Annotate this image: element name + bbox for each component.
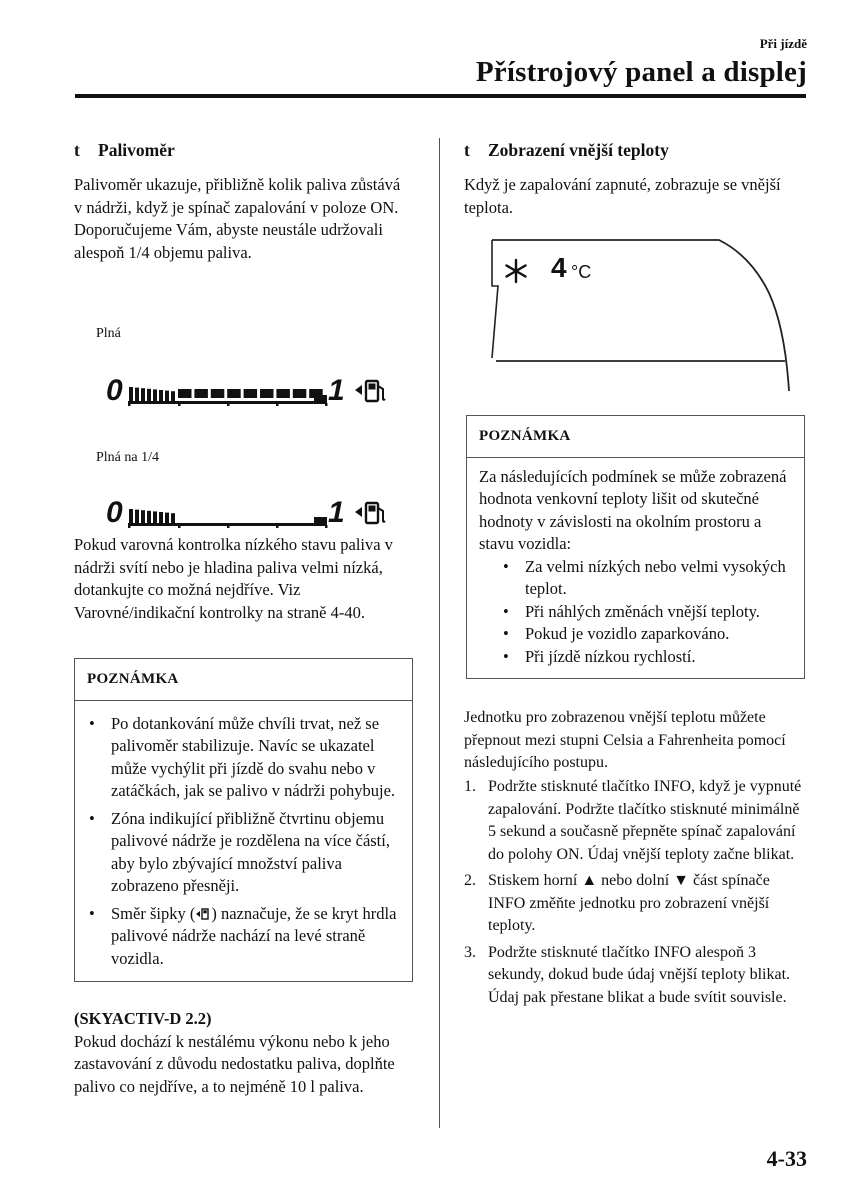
- temperature-display: [489, 238, 794, 393]
- note-list: [75, 701, 412, 982]
- gauge-segment: [159, 512, 163, 523]
- gauge-segment: [141, 388, 145, 401]
- gauge-segment: [135, 388, 139, 401]
- gauge-min-label: 0: [106, 374, 123, 407]
- step-number: 1.: [464, 778, 476, 795]
- skyactiv-section: [74, 1008, 414, 1098]
- heading-text: Zobrazení vnější teploty: [488, 140, 669, 160]
- gauge-bar-quarter: [128, 498, 338, 528]
- gauge-segment: [227, 389, 241, 398]
- gauge-segment: [153, 389, 157, 401]
- gauge-segment: [293, 389, 307, 398]
- heading-bullet: t: [74, 140, 80, 160]
- fuel-gauge-quarter: [106, 494, 406, 532]
- step-number: 3.: [464, 943, 476, 961]
- gauge-segment: [129, 509, 133, 523]
- step-number: 2.: [464, 872, 476, 889]
- temperature-unit: °C: [571, 262, 592, 282]
- step-text: Stiskem horní ▲ nebo dolní ▼ část spínače INFO změňte jednotku pro zobrazení vnější teploty.: [488, 872, 770, 934]
- gauge-tick: [128, 403, 131, 406]
- gauge-segment: [129, 387, 133, 401]
- fuel-gauge-full: [106, 372, 406, 410]
- note-title: POZNÁMKA: [75, 659, 412, 701]
- gauge-tick: [178, 525, 181, 528]
- gauge-tick: [276, 403, 279, 406]
- note-text: Za následujících podmínek se může zobrazená hodnota venkovní teploty lišit od skutečné hodnoty v závislosti na okolním prostoru a stavu vozidla:: [479, 466, 787, 553]
- note-item: • Pokud je vozidlo zaparkováno.: [501, 623, 792, 646]
- note-item-text: ) naznačuje, že se kryt hrdla palivové nádrže nachází na levé straně vozidla.: [111, 903, 397, 968]
- unit-switch-steps: [464, 776, 806, 1013]
- gauge-segment: [165, 391, 169, 401]
- gauge-segment: [276, 389, 290, 398]
- gauge-segment: [171, 513, 175, 523]
- gauge-max-label: 1: [328, 496, 345, 529]
- gauge-segment: [244, 389, 258, 398]
- fuel-pump-arrow-icon: [352, 374, 392, 406]
- temp-note-box: [466, 415, 805, 679]
- gauge-segment: [194, 389, 208, 398]
- step-text: Podržte stisknuté tlačítko INFO, když je vypnuté zapalování. Podržte tlačítko stisknuté minimálně 5 sekund a současně přepněte spínač zapalování do polohy ON. Údaj vnější teploty začne blikat.: [488, 778, 802, 863]
- note-item-arrow: [87, 903, 400, 971]
- heading-text: Palivoměr: [98, 140, 175, 160]
- heading-bullet: t: [464, 140, 470, 160]
- fuel-intro-text: Palivoměr ukazuje, přibližně kolik paliva zůstává v nádrži, když je spínač zapalování v poloze ON. Doporučujeme Vám, abyste neustále udržovali alespoň 1/4 objemu paliva.: [74, 175, 401, 262]
- snowflake-icon: [503, 258, 529, 284]
- page-title: Přístrojový panel a displej: [475, 56, 807, 88]
- temperature-value: 4: [551, 252, 567, 283]
- gauge-segment: [135, 510, 139, 523]
- running-section-label: Při jízdě: [759, 36, 807, 51]
- page-number: 4-33: [766, 1146, 807, 1171]
- gauge-segment: [260, 389, 274, 398]
- note-item: • Zóna indikující přibližně čtvrtinu objemu palivové nádrže je rozdělena na více částí, aby bylo zbývající množství paliva zobrazeno přesněji.: [87, 808, 400, 898]
- gauge-segment: [165, 513, 169, 523]
- gauge-segment: [178, 389, 192, 398]
- fuel-pump-arrow-icon: [195, 907, 211, 921]
- column-divider: [439, 138, 440, 1128]
- gauge-tick: [227, 403, 230, 406]
- display-outline: [489, 238, 794, 393]
- skyactiv-text: Pokud dochází k nestálému výkonu nebo k jeho zastavování z důvodu nedostatku paliva, doplňte palivo co nejdříve, a to nejméně 10 l paliva.: [74, 1031, 395, 1096]
- gauge-tick: [276, 525, 279, 528]
- fuel-pump-arrow-icon: [352, 496, 392, 528]
- gauge-tick: [227, 525, 230, 528]
- gauge-min-label: 0: [106, 496, 123, 529]
- gauge-tick: [178, 403, 181, 406]
- skyactiv-heading: (SKYACTIV-D 2.2): [74, 1009, 212, 1028]
- gauge-quarter-caption: Plná na 1/4: [96, 450, 159, 465]
- step-item: [464, 870, 806, 938]
- low-fuel-warning-text: Pokud varovná kontrolka nízkého stavu paliva v nádrži svítí nebo je hladina paliva velmi nízká, dotankujte co možná nejdříve. Viz Varovné/indikační kontrolky na straně 4-40.: [74, 535, 393, 622]
- gauge-segment: [141, 510, 145, 523]
- step-item: [464, 776, 806, 866]
- note-item: • Po dotankování může chvíli trvat, než se palivoměr stabilizuje. Navíc se ukazatel může vychýlit při jízdě do svahu nebo v zatáčkách, jak se palivo v nádrži pohybuje.: [87, 713, 400, 803]
- gauge-tick: [128, 525, 131, 528]
- gauge-end-block: [314, 517, 327, 526]
- note-list: [479, 556, 792, 669]
- step-text: Podržte stisknuté tlačítko INFO alespoň 3 sekundy, dokud bude údaj vnější teploty blikat. Údaj pak přestane blikat a bude svítit souvisle.: [488, 943, 791, 1006]
- gauge-segment: [147, 389, 151, 401]
- gauge-segment: [147, 511, 151, 523]
- step-item: [464, 942, 806, 1010]
- gauge-bar-full: [128, 376, 338, 406]
- unit-switch-text: Jednotku pro zobrazenou vnější teplotu můžete přepnout mezi stupni Celsia a Fahrenheita pomocí následujícího postupu.: [464, 709, 786, 771]
- gauge-segment: [159, 390, 163, 401]
- gauge-segment: [211, 389, 225, 398]
- note-item: • Za velmi nízkých nebo velmi vysokých teplot.: [501, 556, 792, 601]
- gauge-max-label: 1: [328, 374, 345, 407]
- note-title: POZNÁMKA: [467, 416, 804, 458]
- fuel-note-box: [74, 658, 413, 982]
- gauge-segment: [153, 511, 157, 523]
- gauge-end-block: [314, 395, 327, 404]
- gauge-full-caption: Plná: [96, 326, 121, 341]
- header-rule: [75, 94, 806, 98]
- gauge-segment: [171, 391, 175, 401]
- outside-temp-heading: [464, 140, 669, 161]
- fuel-gauge-heading: [74, 140, 175, 161]
- outside-temp-intro: Když je zapalování zapnuté, zobrazuje se vnější teplota.: [464, 175, 781, 217]
- note-item: • Při náhlých změnách vnější teploty.: [501, 601, 792, 624]
- note-item: • Při jízdě nízkou rychlostí.: [501, 646, 792, 669]
- note-item-text: Směr šipky (: [111, 903, 196, 923]
